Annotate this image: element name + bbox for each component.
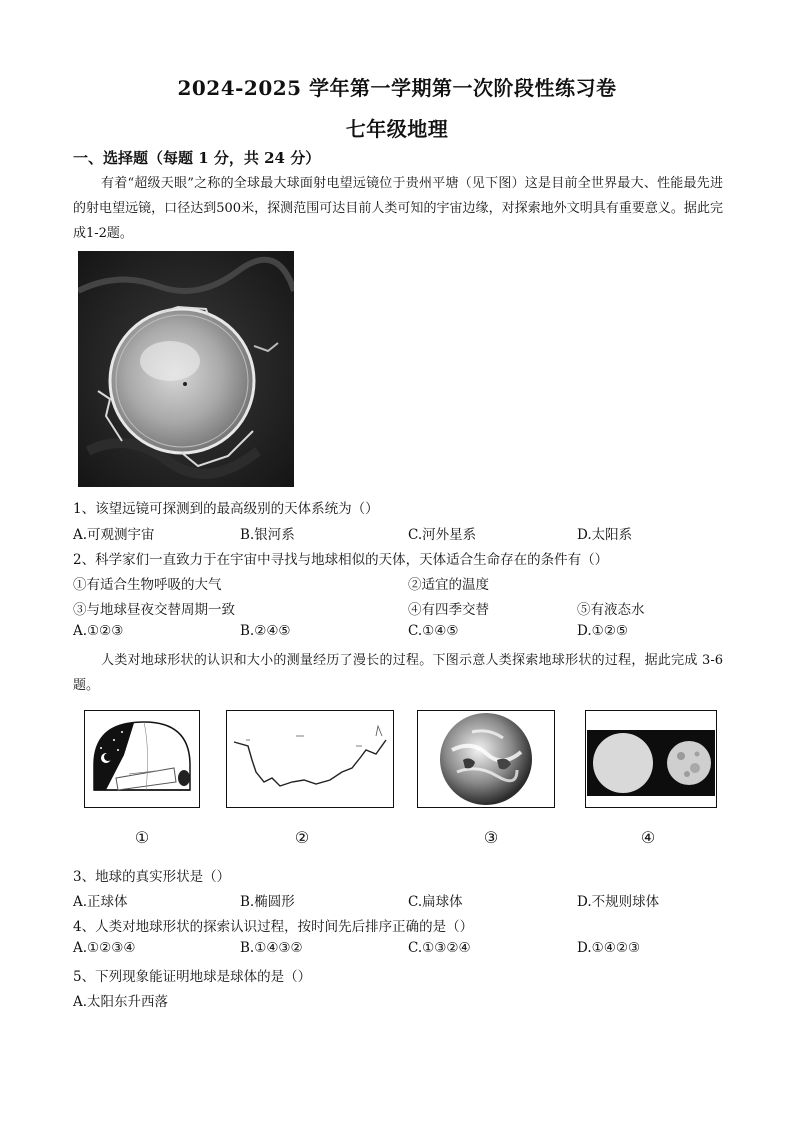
q1-option-b[interactable]: B.银河系 bbox=[240, 527, 295, 543]
question-1-stem: 1、该望远镜可探测到的最高级别的天体系统为（） bbox=[73, 501, 379, 517]
telescope-photo bbox=[78, 251, 294, 487]
q5-option-a[interactable]: A.太阳东升西落 bbox=[73, 994, 169, 1010]
q2-item-1: ①有适合生物呼吸的大气 bbox=[73, 577, 222, 593]
passage-earth-shape: 人类对地球形状的认识和大小的测量经历了漫长的过程。下图示意人类探索地球形状的过程，据此完成 3-6 题。 bbox=[73, 653, 723, 693]
figure-label-4: ④ bbox=[640, 828, 656, 847]
question-5-stem: 5、下列现象能证明地球是球体的是（） bbox=[73, 969, 312, 985]
intro-passage: 有着“超级天眼”之称的全球最大球面射电望远镜位于贵州平塘（见下图）这是目前全世界最大、性能最先进的射电望远镜，口径达到500米，探测范围可达目前人类可知的宇宙边缘，对探索地外文明具有重要意义。据此完成1-2题。 bbox=[73, 176, 723, 241]
sun-moon-figure bbox=[585, 710, 717, 808]
figure-label-1: ① bbox=[134, 828, 150, 847]
q2-option-d[interactable]: D.①②⑤ bbox=[577, 623, 628, 639]
q3-option-a[interactable]: A.正球体 bbox=[73, 894, 128, 910]
q4-option-c[interactable]: C.①③②④ bbox=[408, 940, 471, 956]
q4-option-a[interactable]: A.①②③④ bbox=[73, 940, 136, 956]
q1-option-d[interactable]: D.太阳系 bbox=[577, 527, 633, 543]
figure-label-3: ③ bbox=[483, 828, 499, 847]
figure-label-2: ② bbox=[294, 828, 310, 847]
dome-sky-figure bbox=[84, 710, 200, 808]
question-4-stem: 4、人类对地球形状的探索认识过程，按时间先后排序正确的是（） bbox=[73, 919, 474, 935]
q2-item-5: ⑤有液态水 bbox=[577, 602, 645, 618]
q3-option-d[interactable]: D.不规则球体 bbox=[577, 894, 660, 910]
q3-option-c[interactable]: C.扁球体 bbox=[408, 894, 463, 910]
earth-photo-figure bbox=[417, 710, 555, 808]
horizon-line-figure bbox=[226, 710, 394, 808]
q2-item-3: ③与地球昼夜交替周期一致 bbox=[73, 602, 235, 618]
q2-option-c[interactable]: C.①④⑤ bbox=[408, 623, 459, 639]
exam-subtitle: 七年级地理 bbox=[345, 117, 449, 141]
q2-option-a[interactable]: A.①②③ bbox=[73, 623, 124, 639]
q1-option-a[interactable]: A.可观测宇宙 bbox=[73, 527, 155, 543]
exam-title: 2024-2025 学年第一学期第一次阶段性练习卷 bbox=[177, 76, 617, 100]
q3-option-b[interactable]: B.椭圆形 bbox=[240, 894, 295, 910]
q2-option-b[interactable]: B.②④⑤ bbox=[240, 623, 291, 639]
q2-item-4: ④有四季交替 bbox=[408, 602, 489, 618]
section-heading: 一、选择题（每题 1 分，共 24 分） bbox=[73, 149, 321, 167]
q4-option-b[interactable]: B.①④③② bbox=[240, 940, 303, 956]
q4-option-d[interactable]: D.①④②③ bbox=[577, 940, 641, 956]
q1-option-c[interactable]: C.河外星系 bbox=[408, 527, 477, 543]
question-3-stem: 3、地球的真实形状是（） bbox=[73, 869, 231, 885]
question-2-stem: 2、科学家们一直致力于在宇宙中寻找与地球相似的天体，天体适合生命存在的条件有（） bbox=[73, 552, 609, 568]
q2-item-2: ②适宜的温度 bbox=[408, 577, 489, 593]
